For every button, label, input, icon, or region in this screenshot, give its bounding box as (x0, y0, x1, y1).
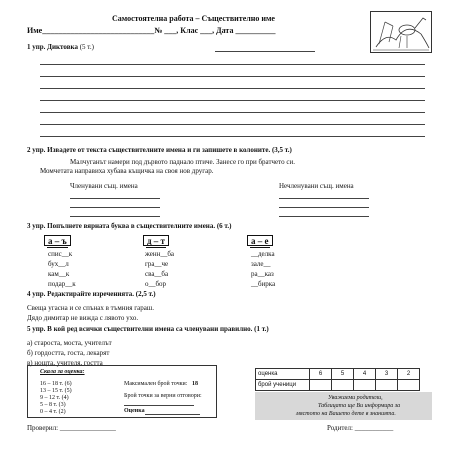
grade-distribution-table (255, 368, 420, 391)
stork-illustration (370, 11, 432, 53)
page-title: Самостоятелна работа – Съществително име (112, 14, 275, 23)
grade-row-label: оценка (256, 369, 310, 380)
parent-signature-label: Родител: ___________ (327, 424, 394, 432)
parents-note-line1: Уважаеми родители, (328, 395, 383, 401)
grade-label: Оценка (124, 408, 145, 414)
group1-word[interactable]: спис__к (48, 250, 73, 258)
task2-text-line1: Малчуганът намери под дървото паднало птиче. Занесе го при братчето си. (70, 158, 295, 166)
scale-row: 13 – 15 т. (5) (40, 388, 72, 394)
students-cell[interactable] (310, 380, 332, 391)
parents-note-line2: Таблицата ще Ви информира за (318, 403, 401, 409)
task2-title: 2 упр. Извадете от текста съществителните имена и ги запишете в колоните. (3,5 т.) (27, 146, 292, 154)
col-indefinite-header: Нечленувани същ. имена (279, 182, 354, 190)
name-label: Име (27, 26, 43, 35)
correct-points-label: Брой точки за верни отговори: (124, 393, 202, 399)
grade-cell: 5 (332, 369, 354, 380)
task4-sentence1: Свеща угасна и се спънах в тъмния гараш. (27, 304, 154, 312)
group2-word[interactable]: сва__ба (145, 270, 169, 278)
group1-word[interactable]: бух__л (48, 260, 69, 268)
grade-cell: 2 (398, 369, 420, 380)
group3-word[interactable]: ра__каз (251, 270, 274, 278)
group3-header: а – е (247, 235, 273, 246)
grade-cell: 6 (310, 369, 332, 380)
group2-word[interactable]: женн__ба (145, 250, 175, 258)
max-points-label: Максимален брой точки: 18 (124, 381, 198, 387)
max-points-value: 18 (191, 381, 198, 387)
task2-text-line2: Момчетата направиха хубава къщичка на своя нов другар. (40, 167, 214, 175)
checked-by-label: Проверил: ________________ (27, 424, 116, 432)
students-cell[interactable] (354, 380, 376, 391)
task5-option-a[interactable]: а) староста, моста, учителът (27, 339, 112, 347)
parents-note-line3: мястото на Вашето дете в знанията. (296, 411, 396, 417)
grade-cell: 3 (376, 369, 398, 380)
date-label: , Дата (212, 26, 234, 35)
scale-row: 16 – 18 т. (6) (40, 381, 72, 387)
grade-cell: 4 (354, 369, 376, 380)
class-label: , Клас (176, 26, 199, 35)
students-cell[interactable] (398, 380, 420, 391)
scale-title: Скала за оценка: (40, 369, 85, 375)
students-cell[interactable] (332, 380, 354, 391)
scale-row: 9 – 12 т. (4) (40, 395, 69, 401)
group1-word[interactable]: подар__к (48, 280, 76, 288)
number-label: № (154, 26, 163, 35)
task3-title: 3 упр. Попълнете вярната буква в съществителните имена. (6 т.) (27, 222, 232, 230)
task5-option-c[interactable]: в) нощта, учителя, гостта (27, 359, 103, 367)
group2-header: д – т (143, 235, 169, 246)
group3-word[interactable]: зале__ (251, 260, 271, 268)
students-row-label: брой ученици (256, 380, 310, 391)
col-definite-header: Членувани същ. имена (70, 182, 138, 190)
group1-word[interactable]: кам__к (48, 270, 70, 278)
group3-word[interactable]: __делка (251, 250, 275, 258)
task4-sentence2: Дядо димитар не вижда с лявото ухо. (27, 314, 139, 322)
students-cell[interactable] (376, 380, 398, 391)
task4-title: 4 упр. Редактирайте изреченията. (2,5 т.) (27, 290, 156, 298)
group3-word[interactable]: __бирка (251, 280, 276, 288)
group2-word[interactable]: о__бор (145, 280, 167, 288)
group1-header: а – ъ (44, 235, 71, 246)
group2-word[interactable]: гра__че (145, 260, 169, 268)
scale-row: 5 – 8 т. (3) (40, 402, 66, 408)
task1-title: 1 упр. Диктовка (5 т.) (27, 43, 94, 51)
task5-option-b[interactable]: б) гордостта, госта, лекарят (27, 349, 110, 357)
student-info-line: Име____________________________№ ___, Клас ___, Дата __________ (27, 26, 276, 35)
task5-title: 5 упр. В кой ред всички съществителни имена са членувани правилно. (1 т.) (27, 325, 269, 333)
scale-row: 0 – 4 т. (2) (40, 409, 66, 415)
